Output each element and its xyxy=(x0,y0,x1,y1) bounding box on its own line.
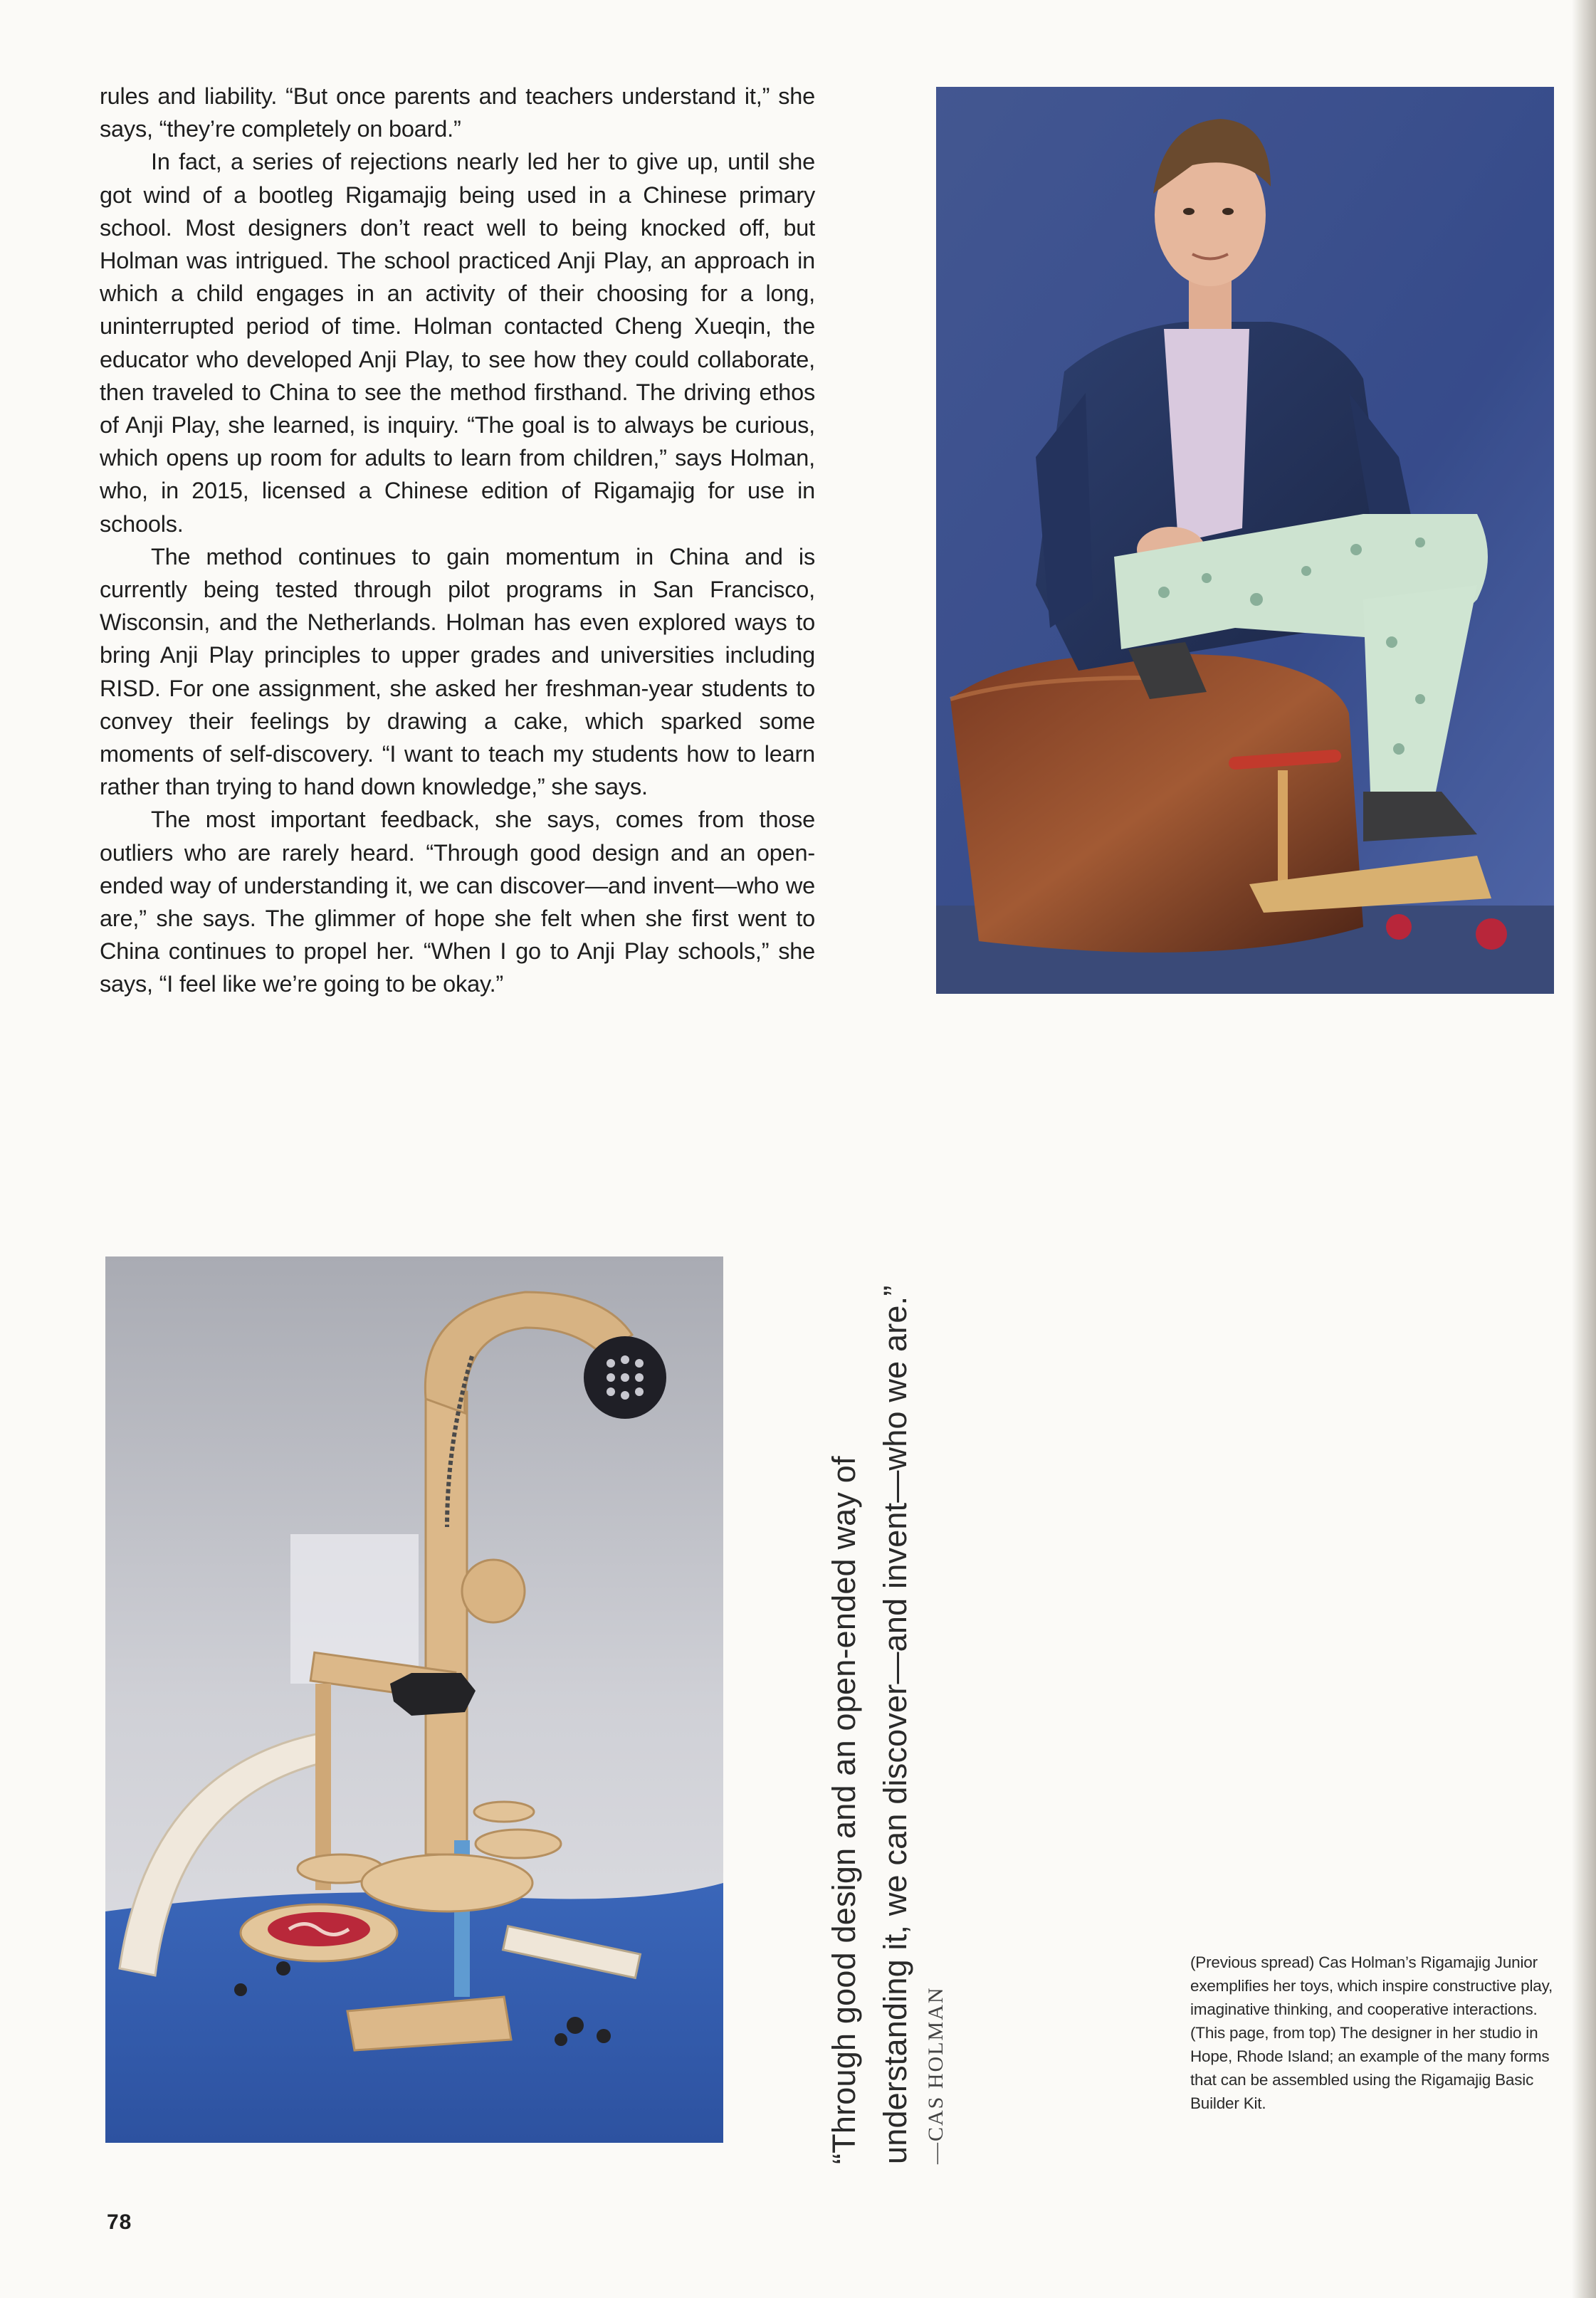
caption-this-page: (This page, from top) The designer in her studio in Hope, Rhode Island; an example of the many forms that can be assembled using the Rigamajig Basic Builder Kit. xyxy=(1190,2024,1550,2112)
caption-previous-spread: (Previous spread) Cas Holman’s Rigamajig Junior exemplifies her toys, which inspire constructive play, imaginative thinking, and cooperative interactions. xyxy=(1190,1953,1553,2018)
article-body xyxy=(100,80,815,1001)
article-paragraph-2: In fact, a series of rejections nearly led her to give up, until she got wind of a bootleg Rigamajig being used in a Chinese primary school. Most designers don’t react well to being knocked off, but Holman was intrigued. The school practiced Anji Play, an approach in which a child engages in an activity of their choosing for a long, uninterrupted period of time. Holman contacted Cheng Xueqin, the educator who developed Anji Play, to see how they could collaborate, then traveled to China to see the method firsthand. The driving ethos of Anji Play, she learned, is inquiry. “The goal is to always be curious, which opens up room for adults to learn from children,” says Holman, who, in 2015, licensed a Chinese edition of Rigamajig for use in schools. xyxy=(100,149,815,537)
photo-caption xyxy=(1190,1951,1564,2115)
page-number: 78 xyxy=(107,2210,132,2234)
pull-quote-attribution: —CAS HOLMAN xyxy=(924,1986,947,2164)
pull-quote xyxy=(819,1267,947,2164)
article-paragraph-1: rules and liability. “But once parents and teachers understand it,” she says, “they’re completely on board.” xyxy=(100,83,815,142)
designer-portrait-photo xyxy=(936,87,1554,994)
pull-quote-text: “Through good design and an open-ended way of understanding it, we can discover—and invent—who we are.” xyxy=(826,1285,913,2164)
rigamajig-builder-photo xyxy=(105,1256,723,2143)
article-paragraph-3: The method continues to gain momentum in China and is currently being tested through pilot programs in San Francisco, Wisconsin, and the Netherlands. Holman has even explored ways to bring Anji Play principles to upper grades and universities including RISD. For one assignment, she asked her freshman-year students to convey their feelings by drawing a cake, which sparked some moments of self-discovery. “I want to teach my students how to learn rather than trying to hand down knowledge,” she says. xyxy=(100,543,815,800)
article-paragraph-4: The most important feedback, she says, comes from those outliers who are rarely heard. “Through good design and an open-ended way of understanding it, we can discover—and invent—who we are,” she says. The glimmer of hope she felt when she first went to China continues to propel her. “When I go to Anji Play schools,” she says, “I feel like we’re going to be okay.” xyxy=(100,807,815,997)
page-edge-shadow xyxy=(1572,0,1596,2298)
